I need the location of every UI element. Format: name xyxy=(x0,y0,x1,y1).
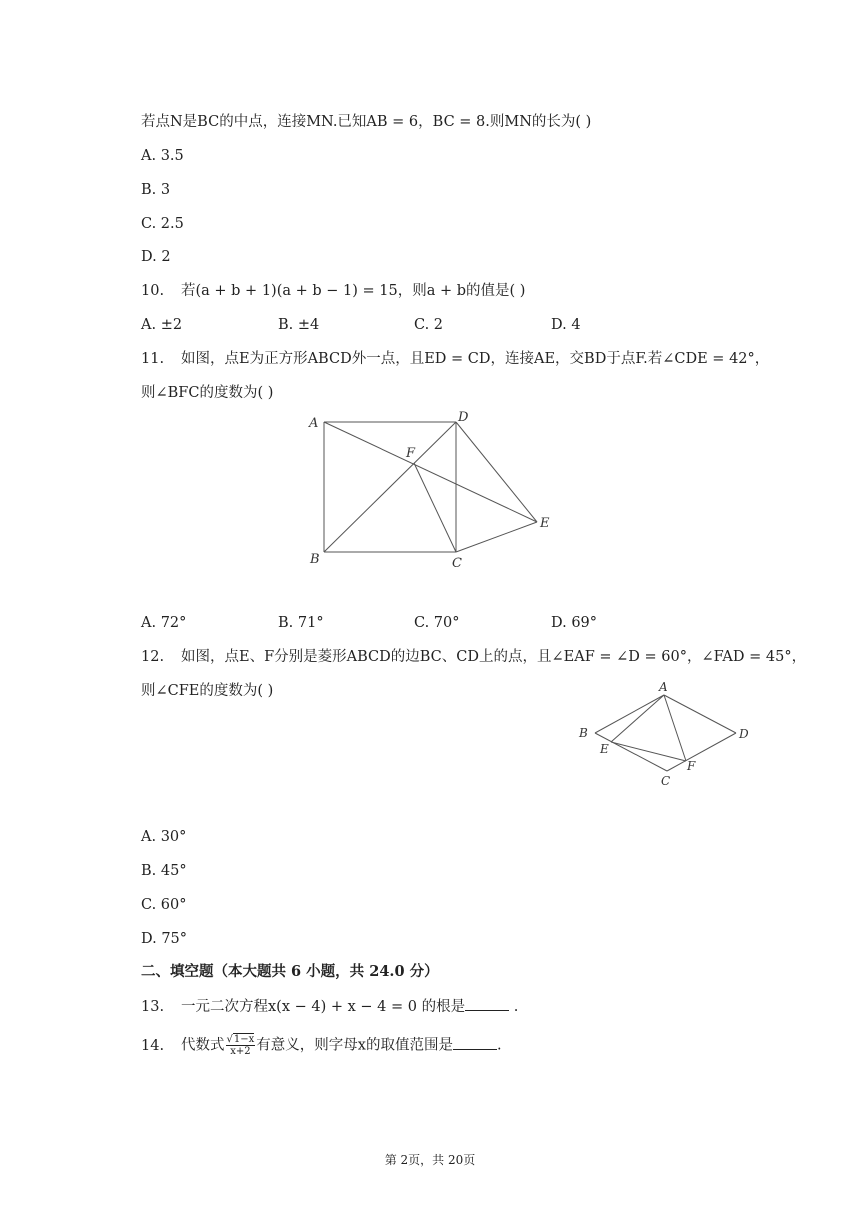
q9-option-c: C. 2.5 xyxy=(141,216,184,232)
q11-diagonal-bd xyxy=(324,422,456,552)
q14-answer-blank[interactable] xyxy=(453,1035,497,1050)
q12-segment-ef xyxy=(611,742,686,761)
q12-label-d: D xyxy=(739,727,749,741)
q12-label-e: E xyxy=(600,742,609,756)
q11-label-a: A xyxy=(309,416,319,431)
q12-option-b: B. 45° xyxy=(141,863,187,879)
q12-label-b: B xyxy=(579,726,588,740)
q11-number: 11. xyxy=(141,351,165,367)
q14-fraction-denominator: x+2 xyxy=(230,1046,251,1057)
q11-label-e: E xyxy=(540,516,550,531)
q12-text: 如图，点E、F分别是菱形ABCD的边BC、CD上的点，且∠EAF = ∠D = 60°，∠FAD = 45°， xyxy=(181,649,807,665)
q14-suffix: 有意义，则字母x的取值范围是 xyxy=(256,1037,453,1054)
q11-option-d: D. 69° xyxy=(551,615,598,631)
q13-stem xyxy=(141,996,518,1017)
q12-option-d: D. 75° xyxy=(141,931,188,947)
q11-segment-de xyxy=(456,422,537,522)
q12-figure xyxy=(575,675,760,790)
q14-fraction: $\frac{√1-x}{x+2}$ xyxy=(226,1034,255,1057)
q9-option-d: D. 2 xyxy=(141,249,171,265)
q14-fraction-numerator: 1−x xyxy=(233,1034,255,1045)
q13-text: 一元二次方程x(x − 4) + x − 4 = 0 的根是 xyxy=(181,999,466,1015)
q12-stem xyxy=(141,647,806,667)
q11-option-c: C. 70° xyxy=(414,615,460,631)
q12-segment-ae xyxy=(611,695,664,742)
q13-answer-blank[interactable] xyxy=(465,996,509,1011)
q10-option-a: A. ±2 xyxy=(141,317,183,333)
q13-number: 13. xyxy=(141,999,165,1015)
q10-number: 10. xyxy=(141,283,165,299)
q11-segment-ae xyxy=(324,422,537,522)
q11-segment-fc xyxy=(414,463,456,552)
q9-option-a: A. 3.5 xyxy=(141,148,184,164)
q11-label-b: B xyxy=(310,552,320,567)
q11-text: 如图，点E为正方形ABCD外一点，且ED = CD，连接AE，交BD于点F.若∠CDE = 42°， xyxy=(181,351,770,367)
q12-number: 12. xyxy=(141,649,165,665)
q14-prefix: 代数式 xyxy=(181,1037,225,1054)
q14-end: . xyxy=(496,1037,502,1054)
q12-edge-ba xyxy=(595,695,664,733)
q12-label-f: F xyxy=(687,759,696,773)
q11-figure xyxy=(300,405,570,575)
q12-label-c: C xyxy=(661,774,671,788)
q9-text: 若点N是BC的中点，连接MN.已知AB = 6，BC = 8.则MN的长为( ) xyxy=(141,114,592,130)
q12-edge-cd xyxy=(667,733,736,771)
section-fill-in-blank-title: 二、填空题（本大题共 6 小题，共 24.0 分） xyxy=(141,963,439,980)
q11-label-f: F xyxy=(406,446,416,461)
q11-text-2: 则∠BFC的度数为( ) xyxy=(141,385,274,401)
q9-option-b: B. 3 xyxy=(141,182,171,198)
q11-option-a: A. 72° xyxy=(141,615,187,631)
q14-number: 14. xyxy=(141,1037,165,1054)
q10-stem xyxy=(141,281,525,301)
q10-option-b: B. ±4 xyxy=(278,317,320,333)
q11-label-d: D xyxy=(458,410,469,425)
q13-end: . xyxy=(513,999,519,1015)
q11-segment-ce xyxy=(456,522,537,552)
q10-text: 若(a + b + 1)(a + b − 1) = 15，则a + b的值是( ) xyxy=(181,283,526,299)
q12-option-c: C. 60° xyxy=(141,897,187,913)
q11-label-c: C xyxy=(452,556,462,571)
q11-stem xyxy=(141,349,769,369)
q10-option-c: C. 2 xyxy=(414,317,444,333)
q14-stem xyxy=(141,1034,502,1057)
page-footer: 第 2页，共 20页 xyxy=(384,1153,476,1167)
q12-text-2: 则∠CFE的度数为( ) xyxy=(141,683,274,699)
q12-option-a: A. 30° xyxy=(141,829,187,845)
q12-label-a: A xyxy=(659,680,668,694)
q10-option-d: D. 4 xyxy=(551,317,581,333)
q11-option-b: B. 71° xyxy=(278,615,324,631)
